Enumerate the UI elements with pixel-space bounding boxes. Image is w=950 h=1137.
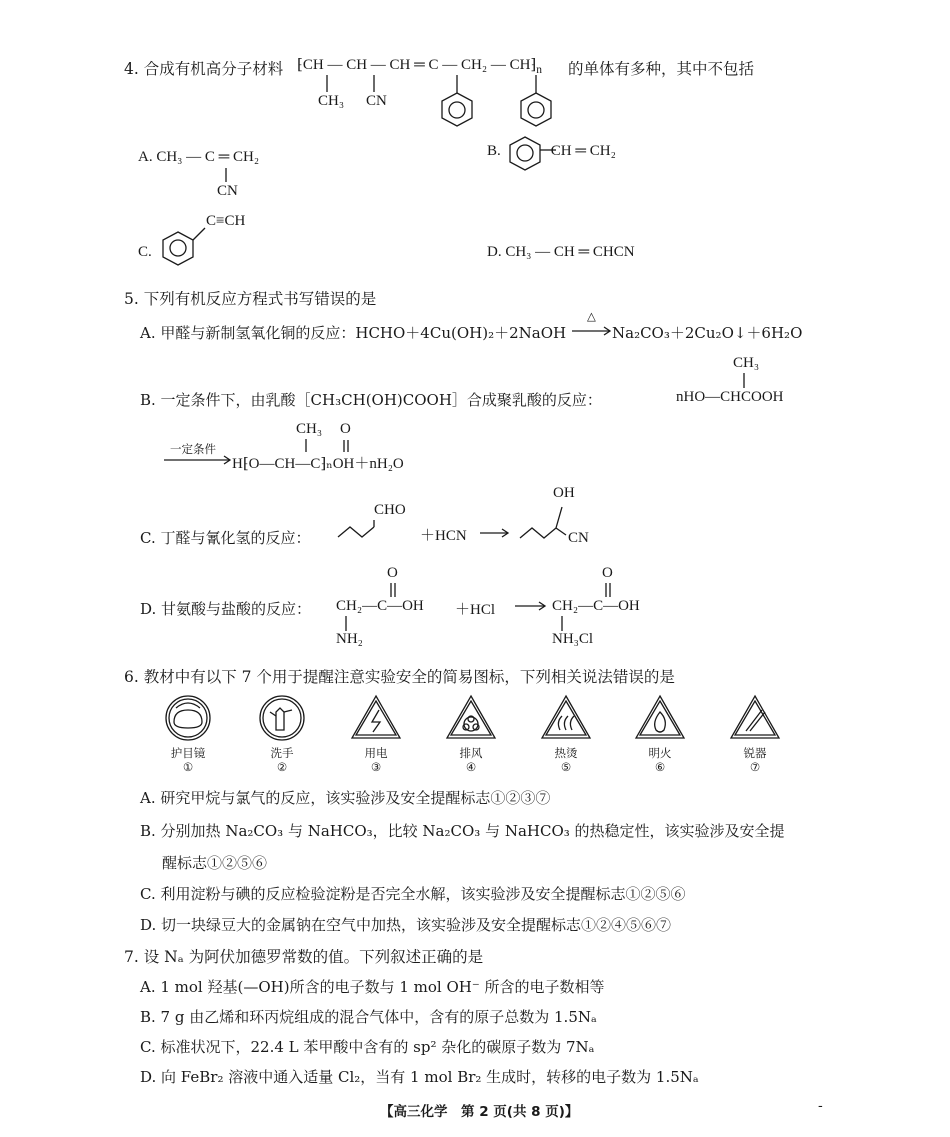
electricity-icon (352, 696, 400, 738)
q4-option-a-nitrile: CN (217, 183, 238, 199)
q5-option-a[interactable]: A. 甲醛与新制氢氧化铜的反应：HCHO＋4Cu(OH)₂＋2NaOH (140, 324, 567, 342)
q5-d-nh3cl: NH₃Cl (552, 631, 594, 647)
q6-option-c[interactable]: C. 利用淀粉与碘的反应检验淀粉是否完全水解，该实验涉及安全提醒标志①②⑤⑥ (140, 885, 686, 903)
q5-a-products: Na₂CO₃＋2Cu₂O↓＋6H₂O (612, 324, 803, 342)
q5-option-b[interactable]: B. 一定条件下，由乳酸［CH₃CH(OH)COOH］合成聚乳酸的反应： (140, 391, 602, 409)
q5-b-condition: 一定条件 (170, 442, 216, 456)
icon-label-open-flame: 明火 (648, 746, 672, 760)
corner-mark: - (818, 1098, 823, 1114)
q5-option-d[interactable]: D. 甘氨酸与盐酸的反应： (140, 600, 312, 618)
q4-option-d[interactable]: D. CH₃ — CH ═ CHCN (487, 244, 635, 260)
icon-label-ventilation: 排风 (459, 746, 483, 760)
q6-option-d[interactable]: D. 切一块绿豆大的金属钠在空气中加热，该实验涉及安全提醒标志①②④⑤⑥⑦ (140, 916, 672, 934)
open-flame-icon (636, 696, 684, 738)
ventilation-fan-icon (447, 696, 495, 738)
q4-polymer-chain: ⁅CH — CH — CH ═ C — CH₂ — $CH⁆_n$ (297, 57, 543, 76)
q5-d-right: CH₂—C—OH (552, 598, 640, 614)
q5-b-reactant: nHO—CHCOOH (676, 389, 784, 405)
q4-polymer-methyl: CH₃ (318, 93, 345, 109)
q4-polymer-nitrile: CN (366, 93, 387, 109)
q5-d-hcl: ＋HCl (455, 602, 496, 618)
goggles-icon (166, 696, 210, 740)
icon-number-2: ② (276, 760, 288, 774)
q5-a-heat-symbol: △ (587, 309, 596, 323)
q5-c-oh: OH (553, 485, 575, 501)
q4-option-b[interactable]: B. CH ═ CH₂ (487, 143, 616, 159)
icon-number-1: ① (182, 760, 194, 774)
icon-number-4: ④ (465, 760, 477, 774)
icon-label-sharp-object: 锐器 (743, 746, 767, 760)
q5-b-product-ch3: CH₃ (296, 421, 323, 437)
q5-c-cho: CHO (374, 502, 406, 518)
icon-number-7: ⑦ (749, 760, 761, 774)
q5-b-product: H⁅O—CH—C⁆ₙOH＋nH₂O (232, 456, 404, 472)
q5-d-nh2: NH₂ (336, 631, 363, 647)
q4-stem-suffix: 的单体有多种，其中不包括 (568, 60, 755, 78)
q7-option-b[interactable]: B. 7 g 由乙烯和环丙烷组成的混合气体中，含有的原子总数为 1.5Nₐ (140, 1008, 597, 1026)
q5-d-left: CH₂—C—OH (336, 598, 424, 614)
icon-number-5: ⑤ (560, 760, 572, 774)
sharp-object-icon (731, 696, 779, 738)
q5-c-cn: CN (568, 530, 589, 546)
q4-option-a[interactable]: A. CH₃ — C ═ CH₂ (138, 149, 260, 165)
q4-option-c-alkyne: C≡CH (206, 213, 246, 229)
q5-stem: 5. 下列有机反应方程式书写错误的是 (124, 290, 377, 308)
hot-surface-icon (542, 696, 590, 738)
q5-d-o-left: O (387, 565, 398, 581)
icon-label-goggles: 护目镜 (170, 746, 206, 760)
hand-wash-icon (260, 696, 304, 740)
q7-stem: 7. 设 Nₐ 为阿伏加德罗常数的值。下列叙述正确的是 (124, 948, 484, 966)
q7-option-a[interactable]: A. 1 mol 羟基(—OH)所含的电子数与 1 mol OH⁻ 所含的电子数相等 (140, 978, 605, 996)
q6-option-a[interactable]: A. 研究甲烷与氯气的反应，该实验涉及安全提醒标志①②③⑦ (140, 789, 551, 807)
q6-option-b-line2[interactable]: 醒标志①②⑤⑥ (162, 854, 268, 872)
icon-number-6: ⑥ (654, 760, 666, 774)
q4-stem-prefix: 4. 合成有机高分子材料 (124, 60, 284, 78)
q5-b-product-o: O (340, 421, 351, 437)
icon-label-electricity: 用电 (364, 746, 388, 760)
q5-option-c[interactable]: C. 丁醛与氰化氢的反应： (140, 529, 311, 547)
icon-number-3: ③ (370, 760, 382, 774)
icon-label-hot-surface: 热烫 (554, 746, 578, 760)
q5-d-o-right: O (602, 565, 613, 581)
icon-label-hand-wash: 洗手 (270, 746, 294, 760)
q6-option-b-line1[interactable]: B. 分别加热 Na₂CO₃ 与 NaHCO₃，比较 Na₂CO₃ 与 NaHCO₃ 的热稳定性，该实验涉及安全提 (140, 822, 785, 840)
q5-b-ch3: CH₃ (733, 355, 760, 371)
q6-stem: 6. 教材中有以下 7 个用于提醒注意实验安全的简易图标，下列相关说法错误的是 (124, 668, 675, 686)
q5-c-hcn: ＋HCN (420, 528, 467, 544)
page-footer: 【高三化学 第 2 页(共 8 页)】 (380, 1104, 579, 1120)
q7-option-d[interactable]: D. 向 FeBr₂ 溶液中通入适量 Cl₂，当有 1 mol Br₂ 生成时，转移的电子数为 1.5Nₐ (140, 1068, 699, 1086)
q4-option-c[interactable]: C. (138, 244, 152, 260)
q7-option-c[interactable]: C. 标准状况下，22.4 L 苯甲酸中含有的 sp² 杂化的碳原子数为 7Nₐ (140, 1038, 595, 1056)
